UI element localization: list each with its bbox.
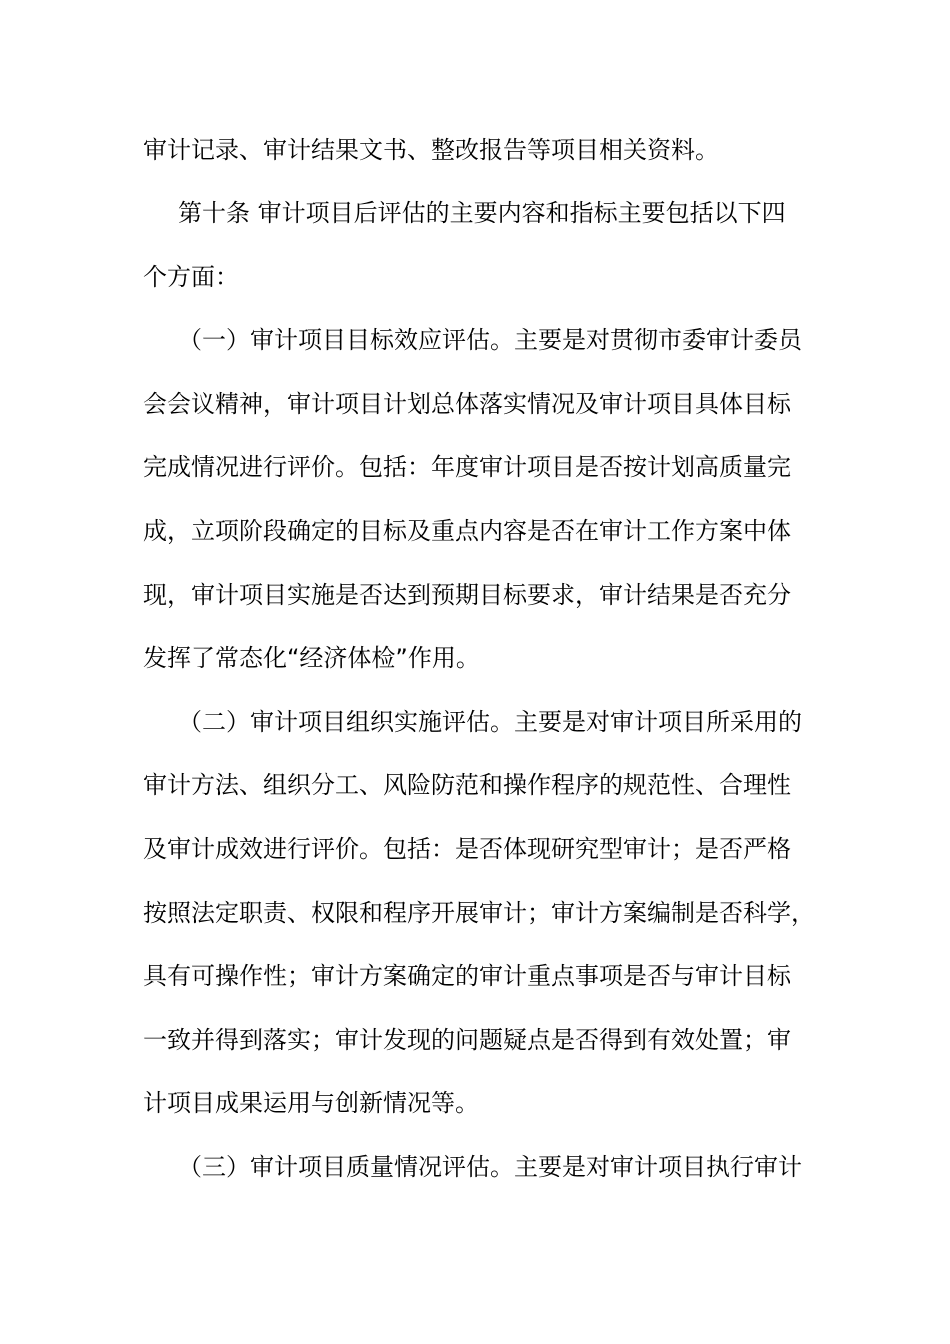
section-two-heading-line: （二）审计项目组织实施评估。主要是对审计项目所采用的 xyxy=(178,708,802,736)
section-three-heading-line: （三）审计项目质量情况评估。主要是对审计项目执行审计 xyxy=(178,1153,802,1181)
section-one-heading-line: （一）审计项目目标效应评估。主要是对贯彻市委审计委员 xyxy=(178,326,802,354)
text-line: 个方面： xyxy=(143,263,239,291)
text-line: 发挥了常态化“经济体检”作用。 xyxy=(143,644,480,672)
text-line: 成，立项阶段确定的目标及重点内容是否在审计工作方案中体 xyxy=(143,517,791,545)
article-ten-heading-line: 第十条 审计项目后评估的主要内容和指标主要包括以下四 xyxy=(178,199,786,227)
text-line: 及审计成效进行评价。包括：是否体现研究型审计；是否严格 xyxy=(143,835,791,863)
text-line: 一致并得到落实；审计发现的问题疑点是否得到有效处置；审 xyxy=(143,1026,791,1054)
text-line: 会会议精神，审计项目计划总体落实情况及审计项目具体目标 xyxy=(143,390,791,418)
text-line: 现，审计项目实施是否达到预期目标要求，审计结果是否充分 xyxy=(143,581,791,609)
text-line: 具有可操作性；审计方案确定的审计重点事项是否与审计目标 xyxy=(143,962,791,990)
text-line: 按照法定职责、权限和程序开展审计；审计方案编制是否科学， xyxy=(143,899,815,927)
text-line: 审计方法、组织分工、风险防范和操作程序的规范性、合理性 xyxy=(143,771,791,799)
text-line: 审计记录、审计结果文书、整改报告等项目相关资料。 xyxy=(143,136,719,164)
text-line: 计项目成果运用与创新情况等。 xyxy=(143,1089,479,1117)
text-line: 完成情况进行评价。包括：年度审计项目是否按计划高质量完 xyxy=(143,453,791,481)
